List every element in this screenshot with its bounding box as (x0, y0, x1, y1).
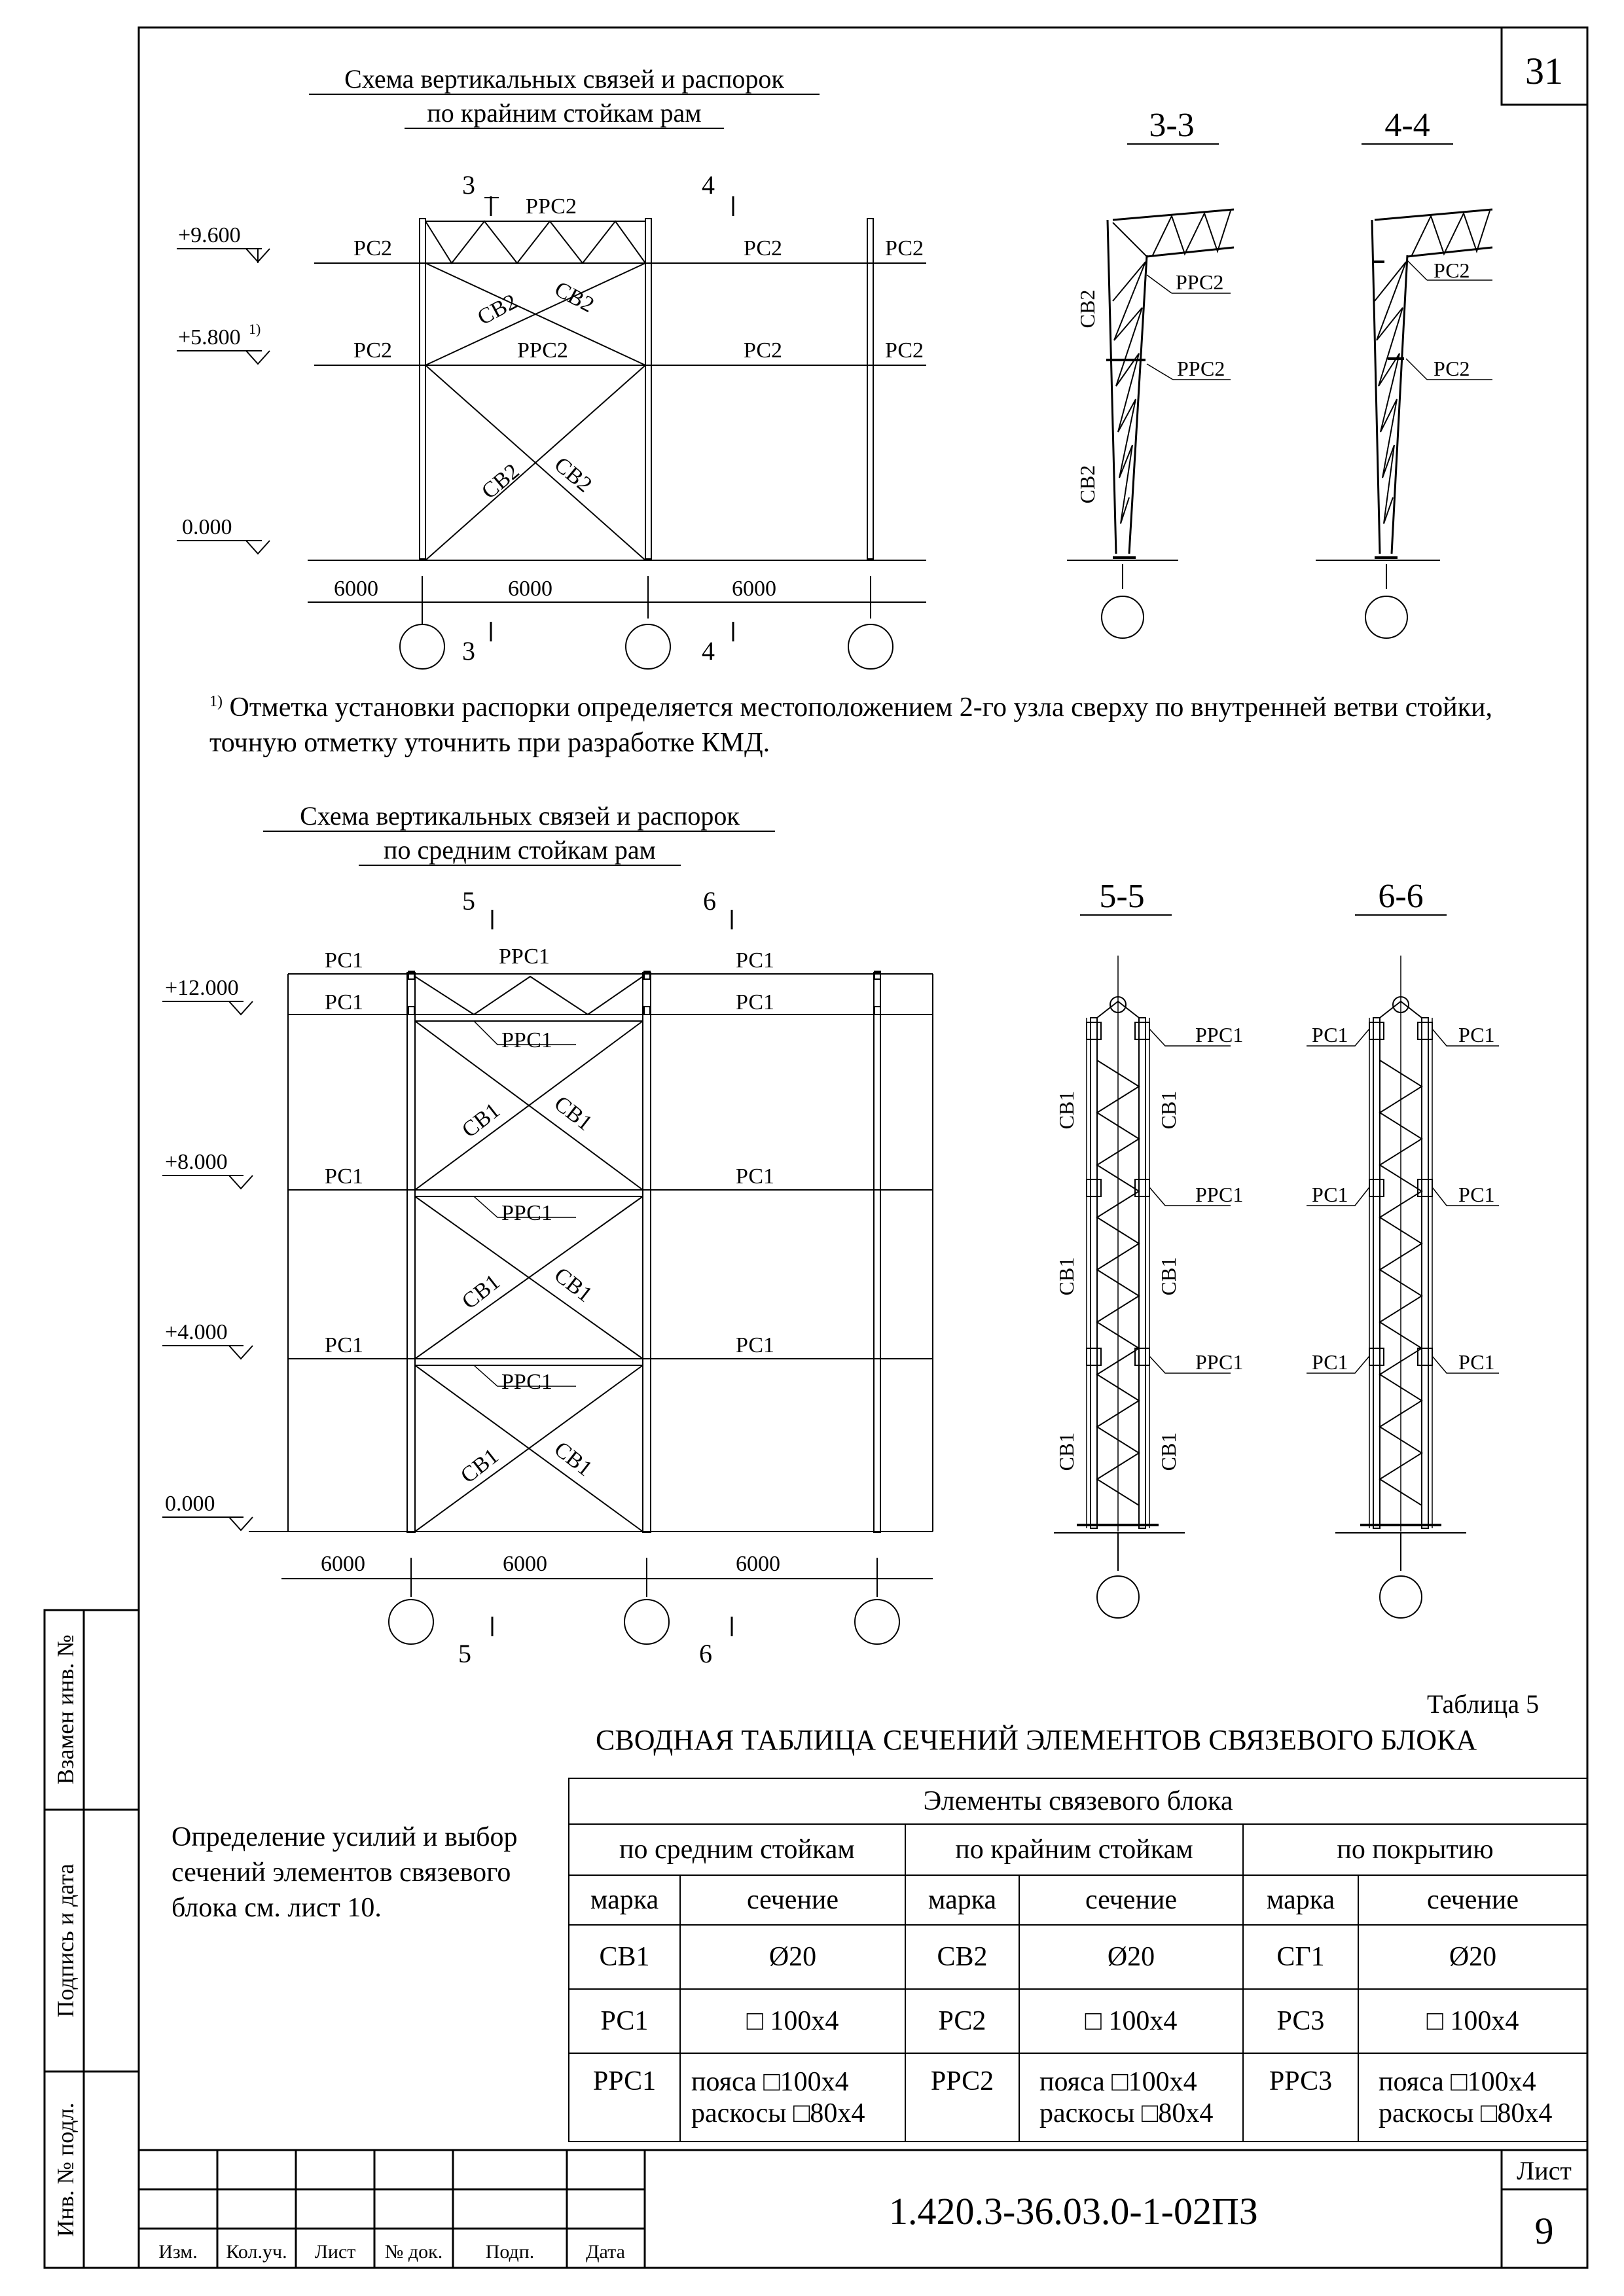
section-5-5 (1054, 878, 1231, 1618)
cut-3-bottom: 3 (462, 636, 475, 666)
cell-line: раскосы □80х4 (691, 2098, 865, 2128)
cell: Ø20 (1019, 1925, 1243, 1989)
label-cb1: СВ1 (549, 1263, 597, 1308)
title-block-labels (158, 2156, 1572, 2263)
group-middle: по средним стойкам (569, 1824, 905, 1875)
dim-6000: 6000 (334, 577, 378, 601)
elev-4000: +4.000 (165, 1320, 228, 1344)
stamp-inv-original: Инв. № подл. (52, 2102, 79, 2237)
label-cb2-vert: СВ2 (1075, 465, 1099, 504)
label-pc1: РС1 (736, 1164, 775, 1189)
label-pc2: РС2 (744, 236, 783, 260)
label-pc1: РС1 (1312, 1023, 1348, 1047)
scheme2-title-1: Схема вертикальных связей и распорок (300, 801, 740, 831)
cut-4-top: 4 (702, 170, 715, 200)
label-pc2: РС2 (885, 338, 924, 363)
label-pc2: РС2 (353, 236, 393, 260)
cell: РРС3 (1243, 2053, 1358, 2142)
group-edge: по крайним стойкам (905, 1824, 1243, 1875)
section-5-5-labels (1055, 1023, 1243, 1471)
cell: СВ1 (569, 1925, 680, 1989)
label-pc2: РС2 (1434, 259, 1470, 282)
cut-5-bottom: 5 (458, 1639, 471, 1668)
label-ppc1: РРС1 (1195, 1350, 1244, 1374)
cut-6-top: 6 (703, 886, 716, 916)
label-pc1: РС1 (1458, 1023, 1495, 1047)
section-6-6-title: 6-6 (1378, 878, 1424, 915)
label-cb2-vert: СВ2 (1075, 289, 1099, 329)
label-pc2: РС2 (744, 338, 783, 363)
cell (680, 2053, 905, 2142)
table-title: СВОДНАЯ ТАБЛИЦА СЕЧЕНИЙ ЭЛЕМЕНТОВ СВЯЗЕВОГО БЛОКА (596, 1724, 1477, 1756)
label-ppc1: РРС1 (501, 1370, 552, 1394)
label-pc1: РС1 (1458, 1350, 1495, 1374)
label-cb1: СВ1 (457, 1098, 505, 1143)
cell: □ 100х4 (1358, 1989, 1587, 2053)
section-3-3-title: 3-3 (1149, 107, 1195, 144)
label-pc1: РС1 (325, 948, 364, 973)
stamp-replaced-inv: Взамен инв. № (52, 1634, 79, 1785)
side-stamp-labels (52, 1634, 79, 2236)
label-pc1: РС1 (1458, 1183, 1495, 1206)
label-cb1-vert: СВ1 (1157, 1090, 1180, 1130)
table-header: Элементы связевого блока (569, 1778, 1587, 1824)
label-cb1: СВ1 (456, 1444, 503, 1488)
summary-table (568, 1778, 1588, 2142)
cut-5-top: 5 (462, 886, 475, 916)
cell: Ø20 (680, 1925, 905, 1989)
elev-5800: +5.800 (178, 325, 241, 350)
label-cb2: СВ2 (477, 459, 524, 504)
scheme2-title-2: по средним стойкам рам (384, 835, 656, 865)
footnote-mark: 1) (209, 693, 223, 710)
cell: РС1 (569, 1989, 680, 2053)
label-pc1: РС1 (325, 1164, 364, 1189)
cell-line: раскосы □80х4 (1039, 2098, 1214, 2128)
label-pc1: РС1 (736, 1333, 775, 1357)
dim-6000: 6000 (736, 1552, 780, 1576)
col-section: сечение (1019, 1875, 1243, 1925)
label-ppc1: РРС1 (1195, 1183, 1244, 1206)
label-pc2: РС2 (885, 236, 924, 260)
tb-code: 1.420.3-36.03.0-1-02ПЗ (889, 2190, 1258, 2233)
table-row (569, 2053, 1587, 2142)
cell (1019, 2053, 1243, 2142)
cell-line: раскосы □80х4 (1379, 2098, 1553, 2128)
cell: РС2 (905, 1989, 1019, 2053)
label-pc1: РС1 (1312, 1350, 1348, 1374)
label-cb1-vert: СВ1 (1055, 1090, 1078, 1130)
cell: □ 100х4 (1019, 1989, 1243, 2053)
cut-4-bottom: 4 (702, 636, 715, 666)
label-cb1-vert: СВ1 (1157, 1257, 1180, 1296)
tb-kolvo: Кол.уч. (226, 2241, 287, 2263)
scheme1-title-2: по крайним стойкам рам (427, 98, 702, 128)
tb-podp: Подп. (485, 2241, 535, 2263)
label-pc1: РС1 (325, 990, 364, 1014)
scheme1-labels (178, 170, 924, 666)
section-5-5-title: 5-5 (1099, 878, 1145, 915)
group-roof: по покрытию (1243, 1824, 1587, 1875)
elev-5800-note: 1) (249, 321, 261, 337)
label-cb2: СВ2 (550, 277, 598, 318)
label-cb2: СВ2 (549, 452, 597, 497)
elev-9600: +9.600 (178, 223, 241, 247)
table-row (569, 1925, 1587, 1989)
label-pc2: РС2 (353, 338, 393, 363)
cell-line: пояса □100х4 (1039, 2066, 1197, 2097)
cell: □ 100х4 (680, 1989, 905, 2053)
cell-line: пояса □100х4 (1379, 2066, 1536, 2097)
label-ppc2: РРС2 (1176, 270, 1224, 294)
tb-list: Лист (314, 2241, 356, 2263)
label-pc1: РС1 (736, 990, 775, 1014)
cell: Ø20 (1358, 1925, 1587, 1989)
cut-3-top: 3 (462, 170, 475, 200)
label-cb1-vert: СВ1 (1055, 1257, 1078, 1296)
label-ppc1: РРС1 (501, 1201, 552, 1225)
dim-6000: 6000 (503, 1552, 547, 1576)
cell (1358, 2053, 1587, 2142)
title-block (139, 2150, 1587, 2268)
section-4-4-title: 4-4 (1384, 107, 1430, 144)
col-section: сечение (1358, 1875, 1587, 1925)
tb-doc: № док. (384, 2241, 443, 2263)
dim-6000: 6000 (732, 577, 776, 601)
cell: РРС1 (569, 2053, 680, 2142)
table-caption: Таблица 5 (1427, 1689, 1540, 1719)
col-mark: марка (569, 1875, 680, 1925)
scheme2-labels (165, 886, 780, 1668)
label-ppc2: РРС2 (1177, 357, 1225, 380)
cut-6-bottom: 6 (699, 1639, 712, 1668)
section-3-3-labels (1075, 270, 1225, 503)
tb-sheet-label: Лист (1517, 2156, 1572, 2185)
scheme1-title-1: Схема вертикальных связей и распорок (344, 64, 784, 94)
label-cb1-vert: СВ1 (1157, 1432, 1180, 1471)
label-pc2: РС2 (1434, 357, 1470, 380)
col-mark: марка (1243, 1875, 1358, 1925)
dim-6000: 6000 (508, 577, 552, 601)
label-cb1: СВ1 (549, 1437, 597, 1482)
col-mark: марка (905, 1875, 1019, 1925)
reference-note: Определение усилий и выбор сечений элементов связевого блока см. лист 10. (171, 1822, 518, 1923)
label-ppc1: РРС1 (1195, 1023, 1244, 1047)
label-pc1: РС1 (736, 948, 775, 973)
cell: СГ1 (1243, 1925, 1358, 1989)
label-cb2: СВ2 (473, 289, 522, 331)
label-ppc1: РРС1 (499, 944, 550, 969)
section-4-4-labels (1434, 259, 1470, 380)
label-cb1: СВ1 (549, 1091, 597, 1136)
elev-0000: 0.000 (165, 1492, 215, 1516)
cell: РРС2 (905, 2053, 1019, 2142)
footnote (209, 684, 1545, 761)
elev-12000: +12.000 (165, 976, 239, 1000)
elev-8000: +8.000 (165, 1150, 228, 1174)
elev-0000: 0.000 (182, 515, 232, 539)
label-ppc2-top: РРС2 (526, 194, 577, 219)
section-6-6 (1307, 878, 1499, 1618)
cell-line: пояса □100х4 (691, 2066, 849, 2097)
sheet-number: 31 (1525, 50, 1563, 92)
table-row (569, 1989, 1587, 2053)
stamp-signature-date: Подпись и дата (52, 1863, 79, 2018)
label-ppc1: РРС1 (501, 1028, 552, 1052)
tb-izm: Изм. (158, 2241, 198, 2263)
tb-data: Дата (586, 2241, 625, 2263)
cell: РС3 (1243, 1989, 1358, 2053)
footnote-text: Отметка установки распорки определяется местоположением 2-го узла сверху по внутренней ветви стойки, точную отметку уточнить при разработке КМД. (209, 692, 1492, 758)
label-cb1-vert: СВ1 (1055, 1432, 1078, 1471)
cell: СВ2 (905, 1925, 1019, 1989)
tb-sheet-no: 9 (1534, 2210, 1554, 2252)
label-cb1: СВ1 (457, 1270, 505, 1314)
col-section: сечение (680, 1875, 905, 1925)
label-pc1: РС1 (1312, 1183, 1348, 1206)
label-pc1: РС1 (325, 1333, 364, 1357)
dim-6000: 6000 (321, 1552, 365, 1576)
label-ppc2-mid: РРС2 (517, 338, 568, 363)
